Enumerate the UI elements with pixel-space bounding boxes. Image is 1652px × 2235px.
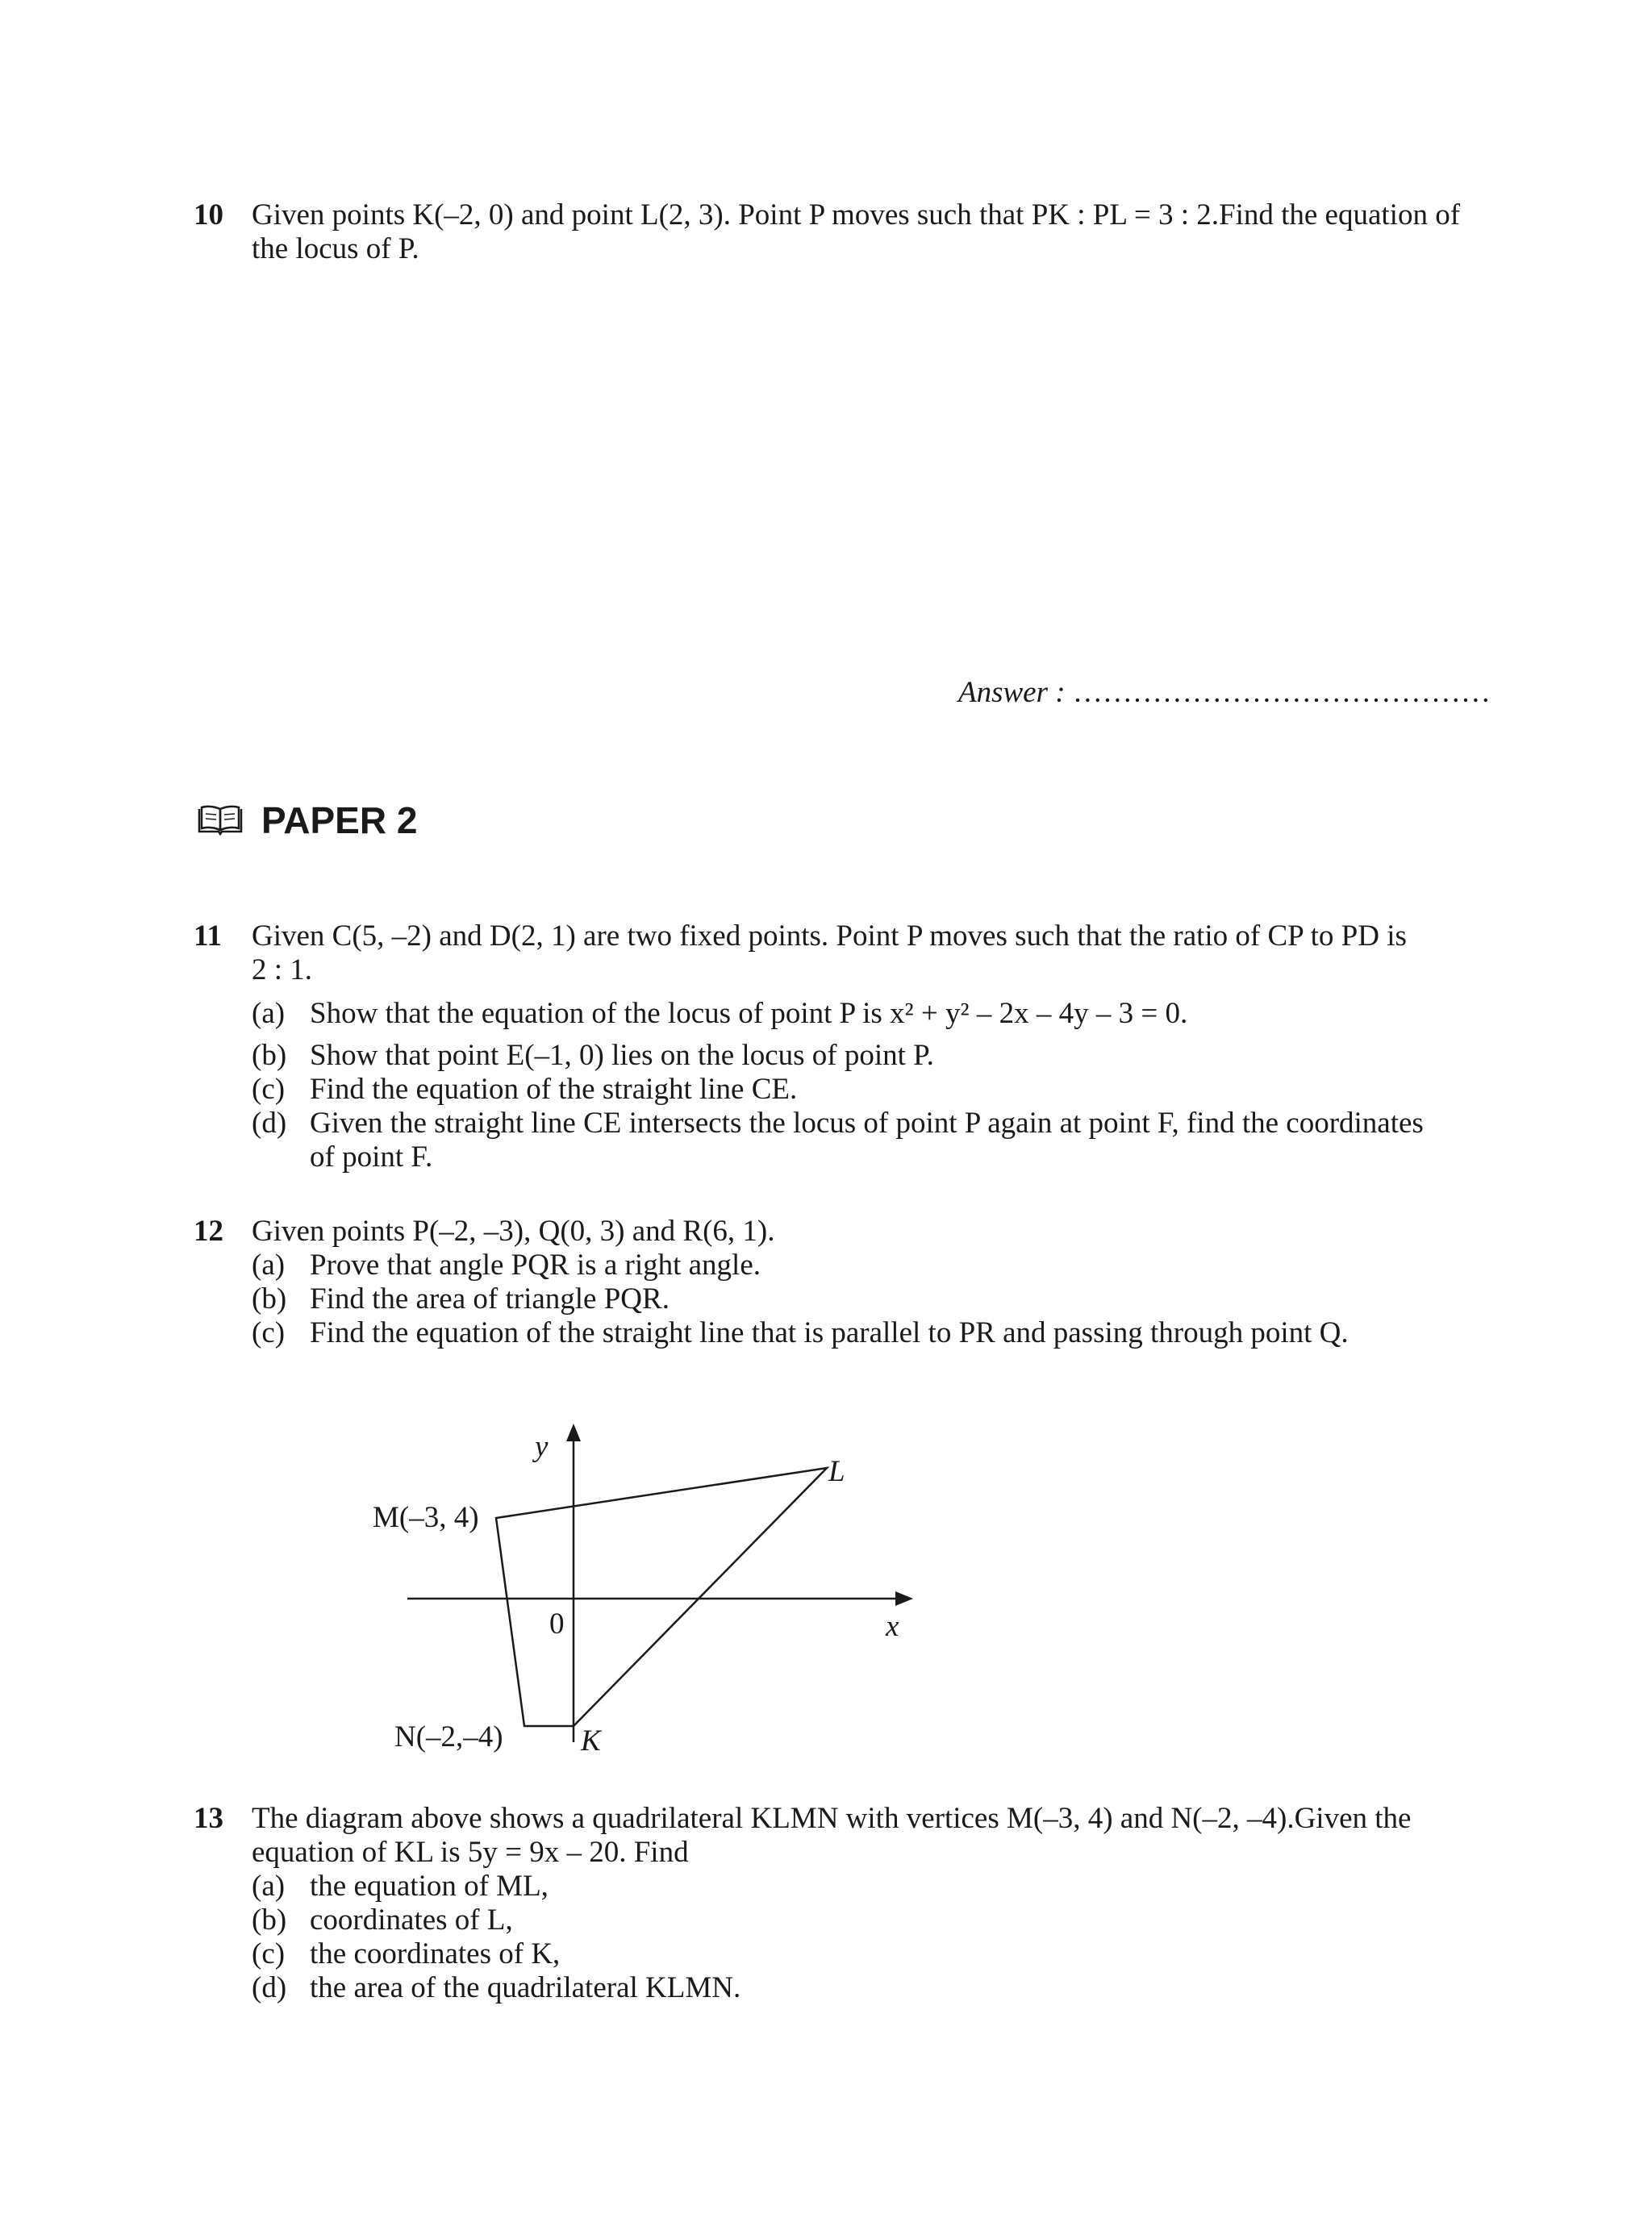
answer-label: Answer :	[958, 676, 1066, 709]
vertex-l-label: L	[828, 1455, 845, 1488]
question-number: 12	[194, 1215, 223, 1248]
vertex-k-label: K	[581, 1724, 601, 1758]
question-line: The diagram above shows a quadrilateral KLMN with vertices M(–3, 4) and N(–2, –4).Given the	[252, 1802, 1412, 1835]
part-text: coordinates of L,	[310, 1904, 513, 1937]
question-text	[252, 1802, 1478, 2005]
part-text: Show that the equation of the locus of point P is x² + y² – 2x – 4y – 3 = 0.	[310, 997, 1188, 1030]
origin-label: 0	[549, 1607, 565, 1641]
part-text: Show that point E(–1, 0) lies on the locus of point P.	[310, 1039, 934, 1072]
part-text: Find the equation of the straight line CE.	[310, 1073, 798, 1106]
question-part	[252, 1937, 1478, 1971]
part-text: Prove that angle PQR is a right angle.	[310, 1249, 761, 1282]
part-text: Find the equation of the straight line that is parallel to PR and passing through point Q.	[310, 1316, 1349, 1349]
part-label: (c)	[252, 1937, 286, 1970]
part-label: (d)	[252, 1971, 287, 2004]
vertex-m-label: M(–3, 4)	[373, 1501, 479, 1534]
y-axis-arrow-icon	[566, 1424, 581, 1441]
question-part	[252, 1870, 1478, 1904]
part-label: (a)	[252, 1870, 286, 1903]
answer-dots: ……………………………………	[1072, 676, 1491, 709]
section-title: PAPER 2	[261, 799, 418, 841]
quadrilateral-klmn	[496, 1468, 827, 1726]
part-label: (c)	[252, 1073, 286, 1106]
part-label: (c)	[252, 1316, 286, 1349]
part-text: Find the area of triangle PQR.	[310, 1282, 670, 1316]
part-text: of point F.	[310, 1140, 433, 1174]
part-text: the coordinates of K,	[310, 1937, 561, 1970]
question-line: equation of KL is 5y = 9x – 20. Find	[252, 1836, 689, 1869]
question-number: 13	[194, 1802, 223, 1835]
part-label: (a)	[252, 1249, 286, 1282]
question-number: 10	[194, 198, 223, 231]
part-label: (d)	[252, 1107, 287, 1140]
question-line: Given points K(–2, 0) and point L(2, 3). Point P moves such that PK : PL = 3 : 2.Find the equation of	[252, 198, 1461, 231]
part-text: the area of the quadrilateral KLMN.	[310, 1971, 741, 2004]
question-line: the locus of P.	[252, 232, 419, 265]
x-axis-arrow-icon	[895, 1591, 913, 1606]
part-label: (a)	[252, 997, 286, 1030]
part-label: (b)	[252, 1904, 287, 1937]
question-line: Given points P(–2, –3), Q(0, 3) and R(6, 1).	[252, 1215, 775, 1248]
question-number: 11	[194, 919, 222, 953]
part-label: (b)	[252, 1039, 287, 1072]
part-text: Given the straight line CE intersects the locus of point P again at point F, find the coordinates	[310, 1107, 1424, 1140]
part-label: (b)	[252, 1282, 287, 1316]
question-part	[252, 1904, 1478, 1937]
question-line: Given C(5, –2) and D(2, 1) are two fixed points. Point P moves such that the ratio of CP to PD is	[252, 919, 1407, 953]
part-text: the equation of ML,	[310, 1870, 549, 1903]
x-axis-label: x	[886, 1610, 899, 1643]
vertex-n-label: N(–2,–4)	[394, 1720, 503, 1753]
y-axis-label: y	[535, 1430, 549, 1463]
question-line: 2 : 1.	[252, 953, 313, 986]
question-part	[252, 1971, 1478, 2005]
